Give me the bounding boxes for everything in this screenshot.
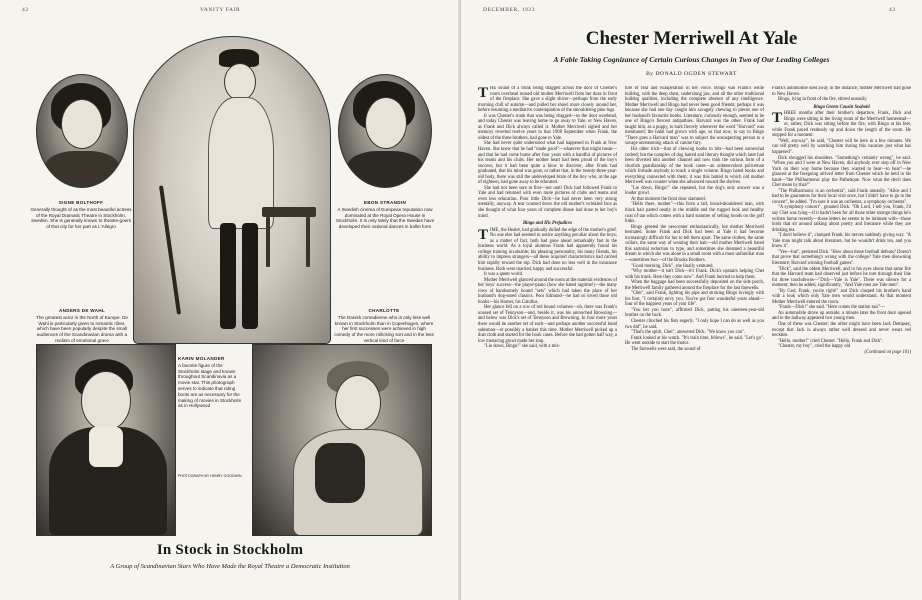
caption-karin-molander	[178, 356, 244, 409]
caption-name: SIGNE BOLTHOFF	[58, 200, 104, 205]
paragraph: "Dick", said the oldest Merriwell, and in his eyes shone that same fire that the Harvard team had observed just before he tore through their line for three touchdowns—"Dick—Yale is Yale". There was silence for a moment; then he added, significantly, "And Yale men are Yale men".	[772, 266, 911, 289]
paragraph: "Good morning, Dick", she finally ventured.	[631, 263, 714, 269]
photo-charlotte	[252, 344, 432, 536]
paragraph: She had not been sure at first—not until Dick had followed Frank to Yale and had returned with even more pictures of clubs and teams and even less education. Poor little Dick—he had never been very strong mentally, anyway. A tear coursed down the old mother's wrinkled face as she thought of what four years of complete disuse had done to her boy's mind.	[478, 185, 617, 219]
paragraph: THREE months after their brother's departure, Frank, Dick and Bingo were sitting in the living room of the Merriwell homestead—or, rather, Dick was sitting before the fire, with Bingo at his feet, while Frank paced restlessly up and down the length of the room. He stopped for a moment.	[772, 110, 911, 139]
paragraph: ture of fear and exasperation in her voice. Bingo was Frank's white bulldog, with the deep chest, underslung jaw, and all the other traditional bulldog qualities, including the complete absence of any intelligence. Mother Merriwell and Bingo had never been good friends; perhaps it was because she had one day caught him savagely chewing to pieces one of her husband's favourite books. Literature, curiously enough, seemed to be one of Bingo's fiercest antipathies. Harvard was the other. Frank had taught him, as a puppy, to bark fiercely whenever the word "Harvard" was mentioned; the habit had grown with age, so that now, to say to Bingo "There goes a Harvard man" was to subject the unsuspecting person to a savage unreasoning attack of canine fury.	[625, 86, 764, 147]
drop-cap: T	[478, 86, 489, 101]
photo-signe-bolthoff	[36, 74, 128, 188]
paragraph: "That's the spirit, Chet", answered Dick. "We know you can".	[631, 330, 746, 336]
caption-name: EBON STRANDIN	[363, 200, 407, 205]
article-column-1	[478, 86, 617, 350]
section-heading: Bingo and His Prejudices	[522, 221, 573, 227]
article-column-3	[772, 86, 911, 355]
paragraph: Dick shrugged his shoulders. "Something's certainly wrong", he said. "When you and I were at New Haven, did anybody ever step off in New York on their way home because they wanted to hear—to hear"—he glanced at the foregoing arrived letter from Chester which he held in his hand—"the Philharmonic play the Pathetique. Now what the devil does Chet mean by that?"	[772, 155, 911, 189]
article-title: Chester Merriwell At Yale	[585, 28, 798, 49]
paragraph: The farewells were said, the sound of	[631, 346, 701, 352]
paragraph: "You bet you have", affirmed Dick, patting his nineteen-year-old brother on the back.	[625, 307, 764, 319]
paragraph: "Chester, my boy", cried the happy old	[778, 344, 851, 350]
paragraph: Bingo, lying in front of the fire, stirred uneasily.	[778, 97, 868, 103]
section-heading: Bingo Greets Cousin Seabold	[813, 104, 870, 110]
paragraph: "Chet", said Frank, lighting his pipe and stroking Bingo lovingly with his foot, "I certainly envy you. You've got four wonderful years ahead—four of the happiest years of your life".	[625, 291, 764, 308]
caption-name: KARIN MOLANDER	[178, 356, 225, 361]
issue-date: DECEMBER, 1923	[483, 7, 536, 13]
paragraph: "By God, Frank, you're right!" and Dick clasped his brother's hand with a look which only Yale men would understand. At that moment Mother Merriwell entered the room.	[772, 288, 911, 305]
paragraph: "A symphony concert", groaned Dick. "Oh Lord, I tell you, Frank, I'd say Chet was lying—if it hadn't been for all those other strange things he's written home recently—those letters he seems to be intimate with—those birds that sit around talking about poetry and literature while they are drinking tea.	[772, 205, 911, 233]
paragraph: It was Chester's trunk that was being dragged—so the door overhead, and today Chester was leaving home to go away to Yale, or New Haven, as Frank and Dick always called it. Mother Merriwell sighed and her memory reverted twelve years to that 1908 September when Frank, the oldest of the three brothers, had gone to Yale.	[478, 113, 617, 141]
photo-anders-de-wahl	[36, 344, 176, 536]
paragraph: "Lie down, Bingo!" she repeated, but the dog's only answer was a louder growl.	[625, 185, 764, 197]
photo-credit: PHOTOGRAPH BY HENRY GOODWIN	[178, 474, 242, 478]
page-number-right: 43	[889, 7, 896, 13]
drop-cap: T	[772, 110, 783, 127]
article-subtitle: A Fable Taking Cognizance of Certain Curious Changes in Two of Our Leading Colleges	[553, 55, 830, 64]
caption-name: CHARLOTTE	[368, 308, 400, 313]
paragraph: At that moment the front door slammed.	[631, 196, 706, 202]
paragraph: "Well, anyway", he said, "Chester will be here in a few minutes. We can tell pretty well by watching him during this vacation just what has happened".	[772, 138, 911, 156]
photo-karin-molander	[338, 74, 432, 188]
paragraph: "Why mother—it isn't Dick—it's Frank. Dick's upstairs helping Chet with his trunk. Here they come now". And Frank hurried to help them.	[625, 269, 764, 280]
paragraph: His other trick—that of chewing books to bits—had been somewhat curbed; but the complex of dog hatred and literary thought which later had been diverted into another channel and now took the curious form of a churlish guardianship of the book cases—an unbenevolent policeman which forbade anybody to touch a single volume. Bingo hated books and everything connected with them; it was this hatred to which old mother Merriwell was counter when she advanced toward the shelves.	[625, 147, 764, 186]
paragraph: It was a queer world.	[484, 272, 524, 278]
caption-text: A Swedish cinema of European reputation now dominated at the Royal Opera House in Stockholm. It is only lately that the Swedes have developed their national dances in ballet form	[335, 206, 435, 230]
paragraph: She had never quite understood what had happened to Frank at New Haven. She knew that he had "made good"—whatever that might mean—and that he had come home after four years with a handful of pictures of his teams and his clubs. Her mother heart had been proud of the boy's success; but it had been quite a blow to discover, after Frank had graduated, that his mind was gone, or rather that, in the twenty-three-year-old body, there was still the undeveloped brain of the boy who, at the age of eighteen, had gone away to be educated.	[478, 141, 617, 186]
caption-anders-de-wahl	[36, 308, 128, 344]
caption-text: The greatest actor in the North of Europe. De Wahl is particularly given to romantic rôles, which have been popularly despite the small audiences of the Scandinavian drama with a realism of emotional grace	[36, 314, 128, 343]
photo-feature-subtitle: A Group of Scandinavian Stars Who Have Made the Royal Theatre a Democratic Institution	[110, 563, 350, 570]
paragraph: Mother Merriwell glanced around the room at the material evidences of her boys' success—the player-piano (how she hated ragtime!)—the many rows of handsomely bound "sets" which had taken the place of her husband's dog-eared classics. Poor Edmund—he had so loved those old books—his Homer, his Catullus.	[478, 277, 617, 305]
paragraph: "Yes—but", persisted Dick. "How about those football defeats? Doesn't that prove that something's wrong with the college? Yale men disowning literature; Harvard winning football games".	[772, 249, 911, 266]
page-number-left: 42	[22, 7, 29, 13]
caption-text: The Danish comedienne who is only less well known in Stockholm than in Copenhagen, where her first successes were achieved in high comedy of the more rollicking sort and in the less vertical kind of farce	[334, 314, 434, 343]
article-column-2	[625, 86, 764, 352]
photo-feature-title: In Stock in Stockholm	[156, 542, 304, 558]
paragraph: One of these was Chester; the other might have been Jack Dempsey, except that Jack is always rather well dressed and never wears red neckties.	[772, 321, 911, 339]
paragraph: Frank looked at his watch. "It's train time, fellows", he said. "Let's go". He went outside to start the motor.	[625, 335, 764, 347]
paragraph: Her glance fell on a row of red bound volumes—oh, there was Frank's unused set of Tennyson—and, beside it, was his untouched Browning—and below was Dick's set of Tennyson and Browning. In four more years there would be another set of each—and perhaps another successful bond salesman—or possibly a banker this time. Mother Merriwell picked up a dust cloth and started for the book cases. Before she had gotten half way, a low menacing growl made her stop.	[478, 305, 617, 344]
caption-signe-bolthoff	[30, 200, 132, 230]
drop-cap: T	[478, 226, 489, 243]
photo-ebon-strandin	[133, 36, 331, 344]
paragraph: Bingo greeted the newcomer enthusiastically, but mother Merriwell hesitated. Some Frank and Dick had been at Yale it had become increasingly difficult for her to tell them apart. The same clothes, the same collars, the same way of wearing their hair—old mother Merriwell hated this sartorial reduction to type, and sometimes she dreamed a beautiful dream in which she was alone in a small room with a most unfamiliar man—sometimes two—of the Brooks Brothers.	[625, 224, 764, 263]
continued-note: (Continued on page 101)	[864, 349, 911, 355]
caption-text: A favorite figure of the Stockholm stage and known throughout Scandinavia as a movie star. This photograph serves to indicate that riding boots are as necessary for the making of movies in Stockholm as in Hollywood	[178, 362, 242, 409]
caption-name: ANDERS DE WAHL	[58, 308, 106, 313]
paragraph: Frank's automobile died away in the distance; mother Merriwell had gone to New Haven.	[772, 86, 911, 97]
paragraph: "Hello, mother!" cried Chester. "Hello, Frank and Dick".	[778, 338, 884, 344]
caption-ebon-strandin	[335, 200, 435, 230]
paragraph: THE sound of a trunk being dragged across the door of Chester's room overhead roused old mother Merriwell from her doze in front of the fireplace. She gave a slight shiver—perhaps from the early morning chill of autumn—and pulled her shawl more closely around her, before resuming a meditative contemplation of the smouldering pine logs.	[478, 86, 617, 114]
paragraph: "Frank—Dick!" she said. "Here comes the station taxi"—	[778, 305, 886, 311]
paragraph: "The Philharmonic is an orchestra", said Frank uneasily. "Alice and I had to be guarantors for their local visit once, but I didn't have to go to the concert", he added. "I'm sure it was an orchestra, a symphony orchestra".	[772, 188, 911, 205]
caption-charlotte	[334, 308, 434, 344]
paragraph: TIME, the Healer, had gradually dulled the edge of the mother's grief. No one else had seemed to notice anything peculiar about the boys; as a matter of fact, both had gone ahead remarkably fast in the business world. As a loyal alumnus Frank had apparently found his college training invaluable; his pleasing personality, his many friends, his ability to impress strangers—all these acquired characteristics had carried him rapidly toward the top. Dick had done no less well in the insurance business. Both were married, happy and successful.	[478, 226, 617, 272]
paragraph: When the baggage had been successfully deposited on the side porch, the Merriwell family gathered around the fireplace for the last farewells.	[625, 280, 764, 291]
paragraph: An automobile drove up outside; a minute later the front door opened and in the hallway appeared two young men.	[772, 310, 911, 322]
article-byline: By DONALD OGDEN STEWART	[646, 71, 737, 77]
paragraph: "I don't believe it", clamped Frank; his nerves suddenly giving way. "A Yale man might talk about literature, but he wouldn't drink tea, and you know it".	[772, 233, 911, 250]
magazine-name: VANITY FAIR	[200, 7, 241, 13]
paragraph: "Hello there, mother"—this from a tall, broad-shouldered man, with black hair parted neatly in the middle and the rugged look and healthy coat of tan which comes with a hard summer of selling bonds on the golf links.	[625, 202, 764, 225]
caption-text: Generally thought of as the most beautiful actress of the Royal Dramatic Theatre in Stockholm, Sweden. She is generally known to theatre-goers of that city for her part as L'Allegro	[30, 206, 132, 230]
paragraph: Chester clinched his fists eagerly. "I only hope I can do as well as you two did", he said.	[625, 318, 764, 330]
paragraph: "Lie down, Bingo!" she said, with a mix-	[484, 344, 561, 350]
